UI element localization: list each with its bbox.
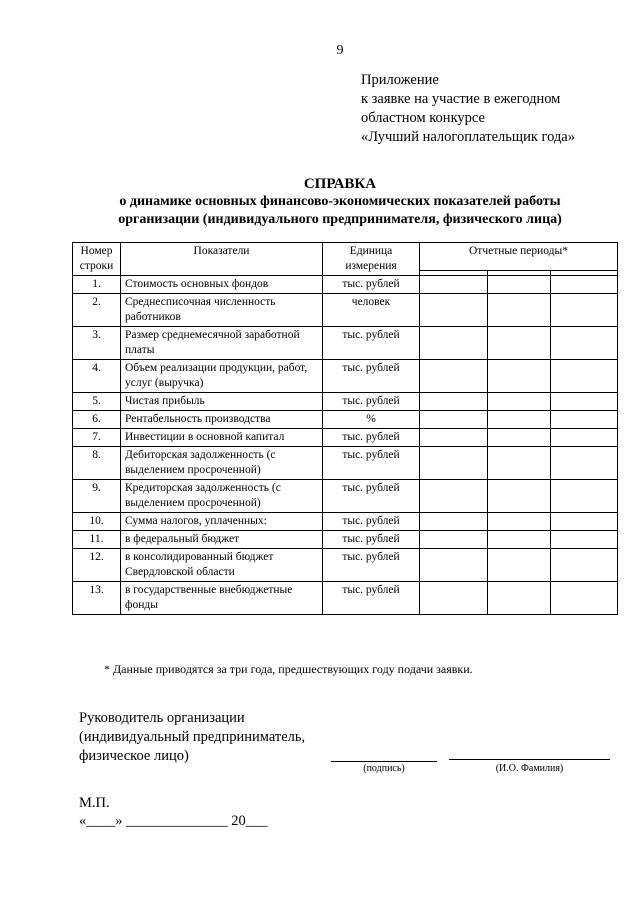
appendix-note — [361, 71, 575, 147]
row-number: 6. — [73, 411, 121, 429]
table-row — [73, 549, 618, 582]
period-value-cell — [488, 360, 551, 393]
row-indicator: Размер среднемесячной заработной платы — [121, 327, 323, 360]
period-value-cell — [488, 582, 551, 615]
row-number: 2. — [73, 294, 121, 327]
name-line — [449, 759, 610, 760]
period-value-cell — [488, 513, 551, 531]
period-value-cell — [420, 393, 488, 411]
period-value-cell — [488, 549, 551, 582]
table-row — [73, 429, 618, 447]
footnote: * Данные приводятся за три года, предшествующих году подачи заявки. — [104, 662, 473, 676]
subtitle-line: о динамике основных финансово-экономических показателей работы — [119, 194, 561, 209]
indicators-table — [72, 242, 618, 615]
period-value-cell — [488, 429, 551, 447]
row-unit: тыс. рублей — [323, 360, 420, 393]
row-number: 3. — [73, 327, 121, 360]
row-number: 12. — [73, 549, 121, 582]
row-indicator: Объем реализации продукции, работ, услуг (выручка) — [121, 360, 323, 393]
period-value-cell — [420, 360, 488, 393]
row-indicator: Рентабельность производства — [121, 411, 323, 429]
signer-line: физическое лицо) — [79, 748, 189, 764]
period-value-cell — [551, 429, 618, 447]
appendix-line: к заявке на участие в ежегодном — [361, 91, 561, 107]
period-value-cell — [488, 480, 551, 513]
row-unit: тыс. рублей — [323, 582, 420, 615]
period-value-cell — [551, 276, 618, 294]
period-value-cell — [420, 411, 488, 429]
row-number: 8. — [73, 447, 121, 480]
table-row — [73, 513, 618, 531]
row-indicator: в федеральный бюджет — [121, 531, 323, 549]
row-unit: тыс. рублей — [323, 327, 420, 360]
period-value-cell — [420, 582, 488, 615]
subtitle-line: организации (индивидуального предпринимателя, физического лица) — [118, 212, 562, 227]
period-value-cell — [488, 531, 551, 549]
signature-caption: (подпись) — [363, 763, 405, 774]
period-value-cell — [420, 294, 488, 327]
signer-line: Руководитель организации — [79, 710, 245, 726]
period-value-cell — [488, 327, 551, 360]
period-value-cell — [551, 513, 618, 531]
signer-line: (индивидуальный предприниматель, — [79, 729, 306, 745]
row-number: 9. — [73, 480, 121, 513]
row-unit: тыс. рублей — [323, 531, 420, 549]
signer-block — [79, 709, 305, 766]
period-value-cell — [551, 393, 618, 411]
table-row — [73, 480, 618, 513]
row-unit: тыс. рублей — [323, 276, 420, 294]
row-unit: % — [323, 411, 420, 429]
period-value-cell — [488, 393, 551, 411]
row-indicator: в государственные внебюджетные фонды — [121, 582, 323, 615]
row-indicator: Дебиторская задолженность (с выделением просроченной) — [121, 447, 323, 480]
period-value-cell — [420, 327, 488, 360]
table-body — [73, 276, 618, 615]
appendix-line: «Лучший налогоплательщик года» — [361, 129, 575, 145]
period-value-cell — [420, 447, 488, 480]
row-number: 11. — [73, 531, 121, 549]
period-value-cell — [551, 549, 618, 582]
table-row — [73, 447, 618, 480]
row-indicator: Инвестиции в основной капитал — [121, 429, 323, 447]
table-row — [73, 294, 618, 327]
period-value-cell — [551, 447, 618, 480]
period-value-cell — [488, 276, 551, 294]
period-value-cell — [420, 513, 488, 531]
period-value-cell — [420, 549, 488, 582]
row-number: 4. — [73, 360, 121, 393]
row-indicator: Сумма налогов, уплаченных: — [121, 513, 323, 531]
period-value-cell — [551, 294, 618, 327]
row-number: 13. — [73, 582, 121, 615]
header-unit: Единица измерения — [323, 243, 420, 276]
row-indicator: в консолидированный бюджет Свердловской области — [121, 549, 323, 582]
period-value-cell — [551, 582, 618, 615]
row-number: 5. — [73, 393, 121, 411]
document-title: СПРАВКА — [303, 176, 377, 192]
header-indicator: Показатели — [121, 243, 323, 276]
row-number: 1. — [73, 276, 121, 294]
period-value-cell — [551, 480, 618, 513]
row-unit: тыс. рублей — [323, 513, 420, 531]
row-number: 7. — [73, 429, 121, 447]
row-indicator: Стоимость основных фондов — [121, 276, 323, 294]
date-line: «____» ______________ 20___ — [79, 813, 268, 829]
row-indicator: Среднесписочная численность работников — [121, 294, 323, 327]
table-row — [73, 411, 618, 429]
row-number: 10. — [73, 513, 121, 531]
row-indicator: Чистая прибыль — [121, 393, 323, 411]
name-caption: (И.О. Фамилия) — [495, 763, 564, 774]
period-value-cell — [420, 531, 488, 549]
table-row — [73, 327, 618, 360]
appendix-line: Приложение — [361, 72, 439, 88]
table-row — [73, 582, 618, 615]
row-unit: тыс. рублей — [323, 447, 420, 480]
row-unit: тыс. рублей — [323, 429, 420, 447]
period-value-cell — [488, 294, 551, 327]
table-row — [73, 531, 618, 549]
period-value-cell — [420, 276, 488, 294]
table-row — [73, 276, 618, 294]
table-row — [73, 360, 618, 393]
period-value-cell — [420, 480, 488, 513]
header-number: Номер строки — [73, 243, 121, 276]
document-subtitle — [60, 193, 620, 229]
period-value-cell — [488, 411, 551, 429]
signature-line — [331, 761, 437, 762]
row-unit: тыс. рублей — [323, 549, 420, 582]
row-unit: человек — [323, 294, 420, 327]
period-value-cell — [551, 327, 618, 360]
row-unit: тыс. рублей — [323, 393, 420, 411]
appendix-line: областном конкурсе — [361, 110, 485, 126]
stamp-label: М.П. — [79, 795, 110, 811]
period-value-cell — [551, 411, 618, 429]
row-unit: тыс. рублей — [323, 480, 420, 513]
table-row — [73, 393, 618, 411]
header-periods: Отчетные периоды* — [420, 243, 618, 271]
period-value-cell — [551, 531, 618, 549]
row-indicator: Кредиторская задолженность (с выделением просроченной) — [121, 480, 323, 513]
period-value-cell — [551, 360, 618, 393]
period-value-cell — [420, 429, 488, 447]
page-number: 9 — [336, 43, 344, 58]
period-value-cell — [488, 447, 551, 480]
